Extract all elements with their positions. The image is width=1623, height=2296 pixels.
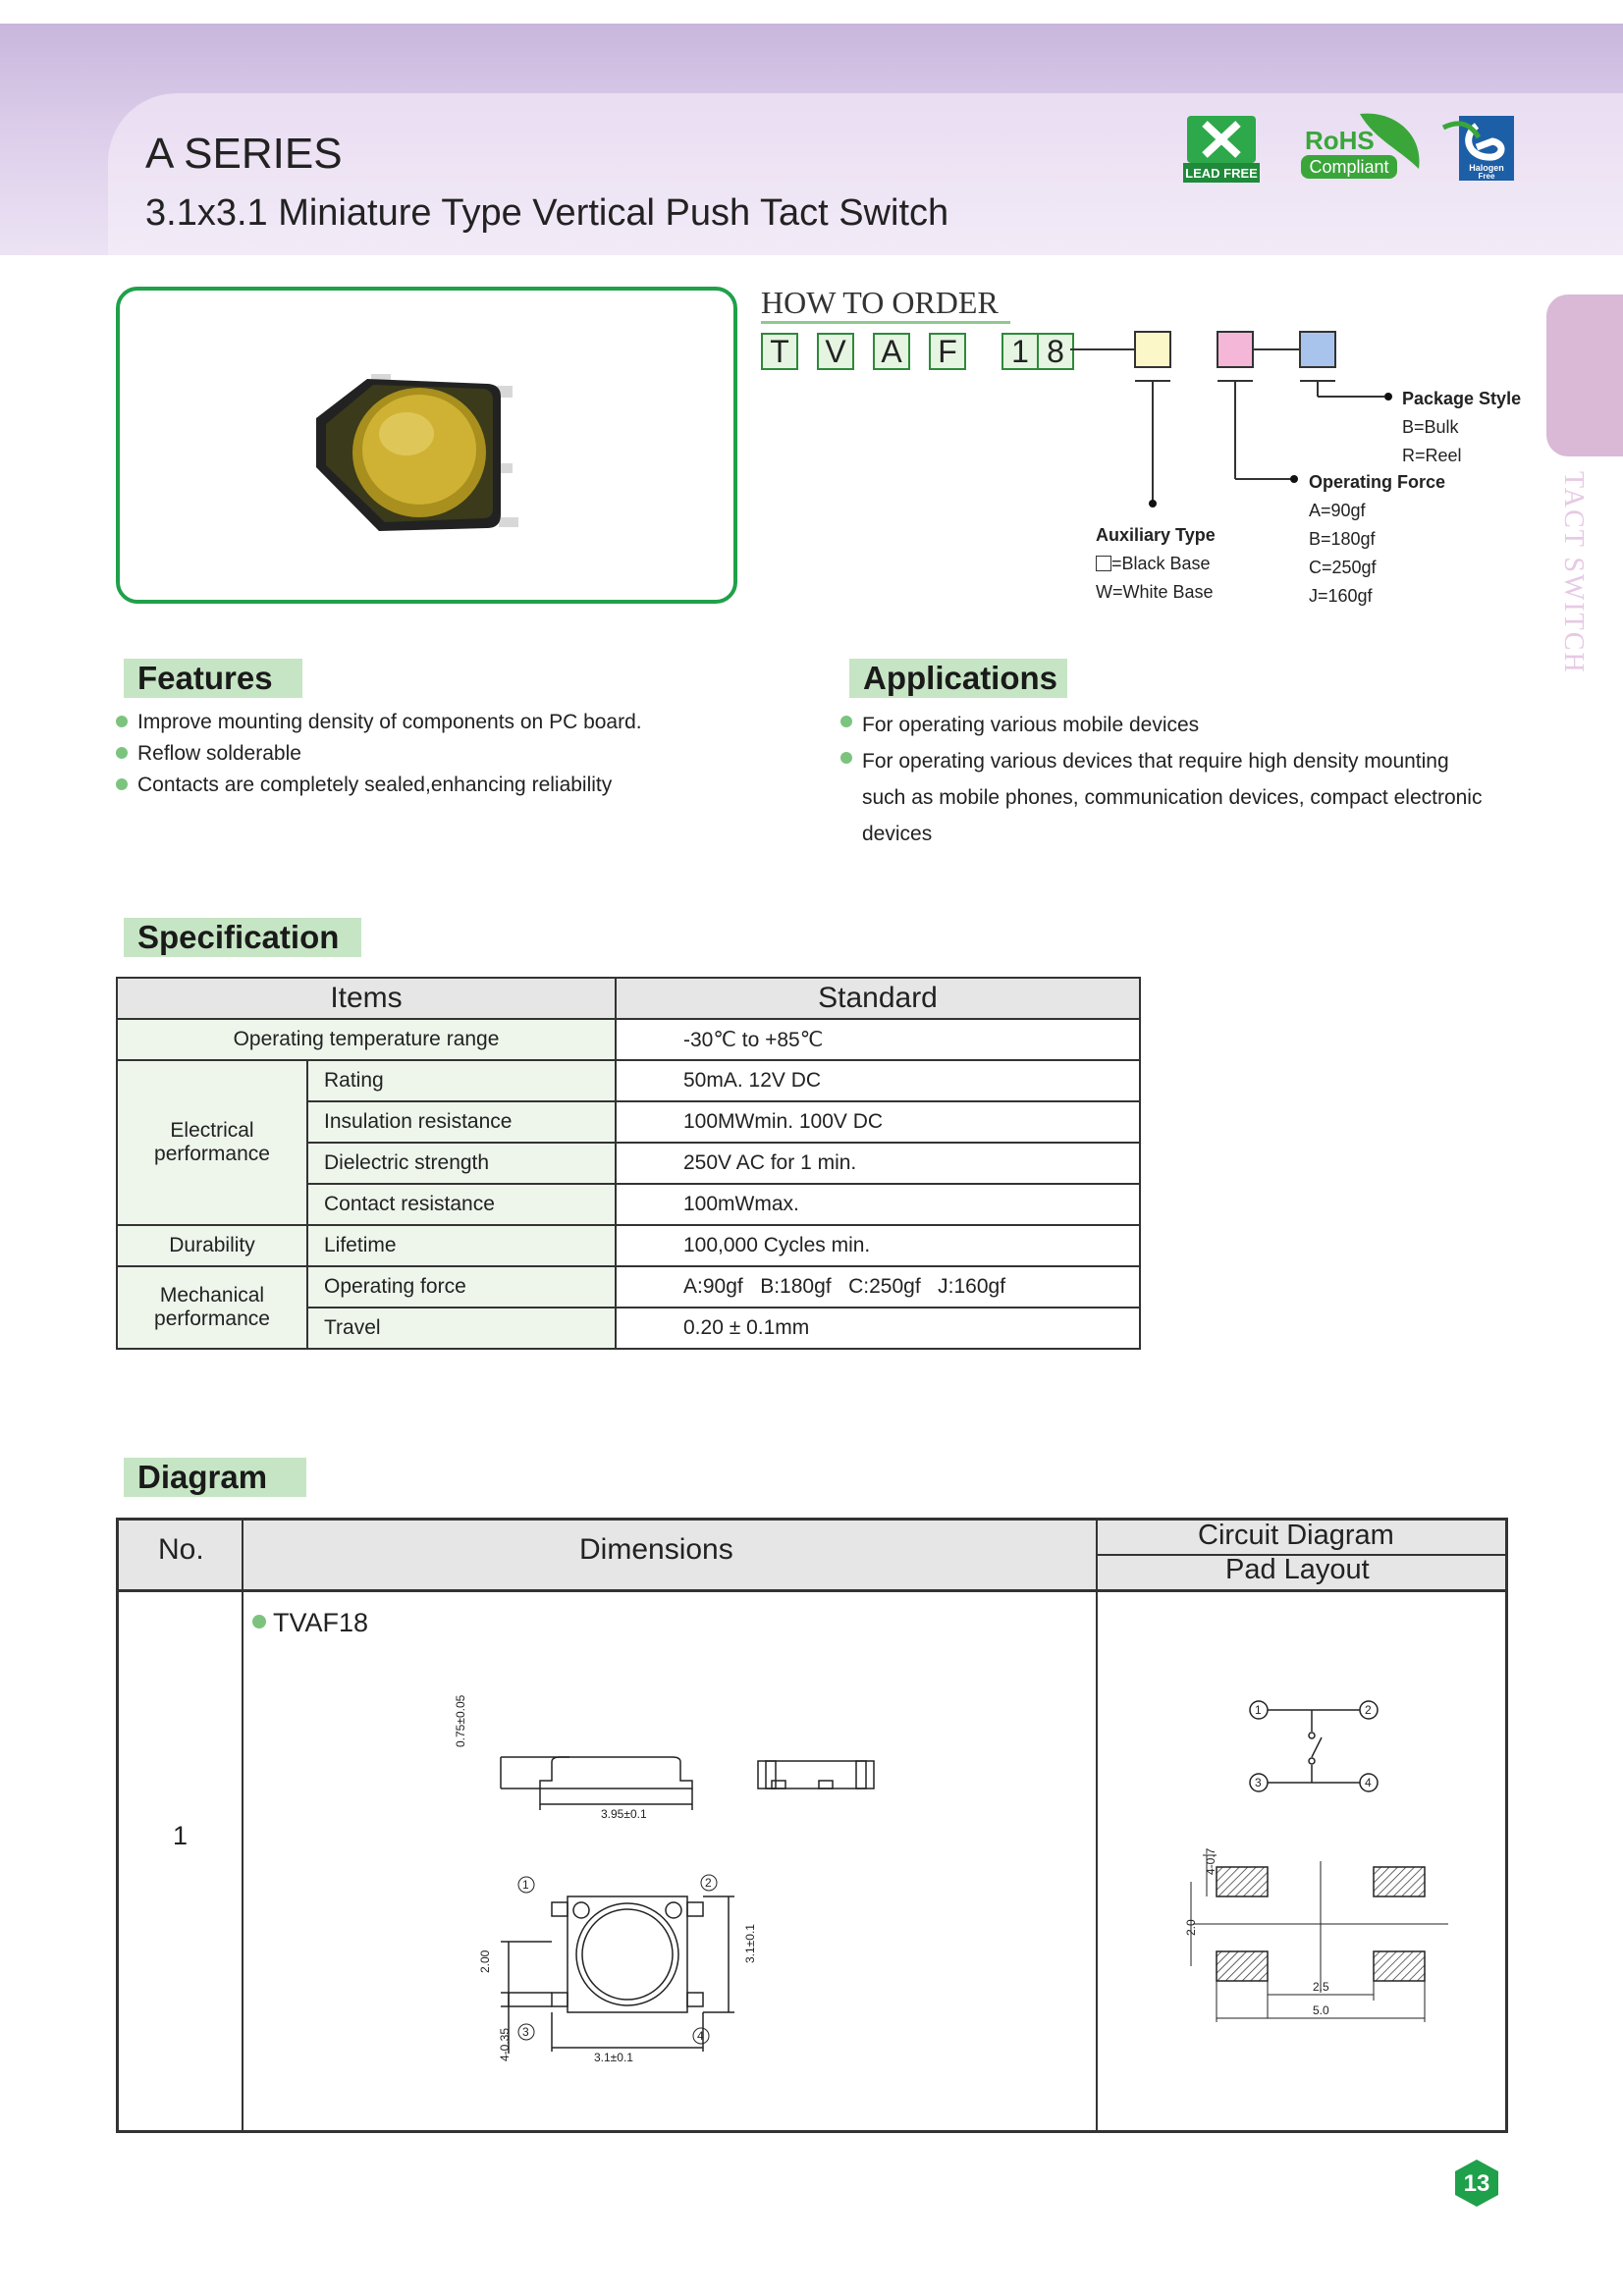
model-name: TVAF18 bbox=[273, 1608, 369, 1637]
col-circuit-diagram: Circuit Diagram bbox=[1198, 1520, 1394, 1551]
electrical-group-line1: Electrical bbox=[170, 1119, 254, 1142]
series-subtitle: 3.1x3.1 Miniature Type Vertical Push Tact Switch bbox=[145, 192, 949, 234]
pad-2 bbox=[1374, 1867, 1425, 1896]
pad-4 bbox=[1374, 1951, 1425, 1981]
contact-value: 100mWmax. bbox=[616, 1184, 1140, 1225]
pad-layout-diagram bbox=[1163, 1826, 1468, 2042]
operating-force-title: Operating Force bbox=[1309, 472, 1446, 492]
package-style-title: Package Style bbox=[1402, 389, 1522, 408]
force-option-c: C=250gf bbox=[1309, 558, 1377, 577]
code-box-t: T bbox=[761, 333, 798, 370]
travel-item: Travel bbox=[307, 1308, 616, 1349]
features-heading: Features bbox=[124, 659, 302, 698]
auxiliary-type-legend bbox=[1096, 521, 1216, 607]
product-photo bbox=[120, 291, 733, 600]
col-items: Items bbox=[117, 978, 616, 1019]
package-style-legend bbox=[1402, 385, 1521, 470]
pin-1-label: 1 bbox=[522, 1878, 529, 1892]
features-list bbox=[116, 707, 642, 801]
durability-group: Durability bbox=[117, 1225, 307, 1266]
dim-pad-x2: 5.0 bbox=[1313, 2003, 1329, 2017]
lead-free-badge bbox=[1183, 114, 1260, 183]
lifetime-value: 100,000 Cycles min. bbox=[616, 1225, 1140, 1266]
series-title: A SERIES bbox=[145, 130, 343, 178]
svg-text:Compliant: Compliant bbox=[1309, 157, 1389, 177]
mechanical-group-line2: performance bbox=[154, 1308, 270, 1330]
diagram-header-divider bbox=[116, 1589, 1508, 1592]
pad-1 bbox=[1217, 1867, 1268, 1896]
circuit-pin-4: 4 bbox=[1365, 1776, 1372, 1789]
circuit-diagram bbox=[1227, 1688, 1394, 1796]
rating-item: Rating bbox=[307, 1060, 616, 1101]
mechanical-group bbox=[117, 1266, 307, 1349]
dim-body-height: 3.1±0.1 bbox=[743, 1924, 757, 1963]
electrical-group bbox=[117, 1060, 307, 1225]
list-item: Reflow solderable bbox=[116, 738, 642, 770]
side-tab-label: TACT SWITCH bbox=[1558, 471, 1589, 674]
blank-box-icon bbox=[1096, 556, 1111, 571]
table-row bbox=[117, 1019, 1140, 1060]
pin-4-label: 4 bbox=[697, 2029, 704, 2043]
applications-list bbox=[840, 707, 1482, 852]
operating-force-slot bbox=[1217, 332, 1253, 367]
code-box-1: 1 bbox=[1001, 333, 1039, 370]
model-bullet bbox=[252, 1615, 266, 1629]
col-standard: Standard bbox=[616, 978, 1140, 1019]
col-no: No. bbox=[158, 1533, 204, 1566]
svg-text:Halogen: Halogen bbox=[1469, 163, 1504, 173]
rohs-badge bbox=[1301, 110, 1429, 183]
row-number: 1 bbox=[173, 1821, 189, 1850]
force-option-b: B=180gf bbox=[1309, 529, 1376, 549]
svg-text:LEAD FREE: LEAD FREE bbox=[1185, 166, 1258, 181]
mechanical-group-line1: Mechanical bbox=[159, 1284, 265, 1307]
auxiliary-type-title: Auxiliary Type bbox=[1096, 525, 1216, 545]
circuit-pin-3: 3 bbox=[1255, 1776, 1262, 1789]
specification-table bbox=[116, 977, 1141, 1350]
table-row bbox=[117, 1225, 1140, 1266]
contact-item: Contact resistance bbox=[307, 1184, 616, 1225]
dim-pad-gap: 2.0 bbox=[1184, 1919, 1198, 1936]
page-number: 13 bbox=[1463, 2170, 1490, 2197]
pad-3 bbox=[1217, 1951, 1268, 1981]
svg-text:RoHS: RoHS bbox=[1305, 126, 1375, 155]
list-item-continuation: such as mobile phones, communication devices, compact electronic bbox=[862, 786, 1483, 809]
dim-pitch: 2.00 bbox=[478, 1949, 492, 1973]
code-box-a: A bbox=[873, 333, 910, 370]
rating-value: 50mA. 12V DC bbox=[616, 1060, 1140, 1101]
circuit-pin-2: 2 bbox=[1365, 1703, 1372, 1717]
code-box-f: F bbox=[929, 333, 966, 370]
list-item: For operating various devices that require high density mounting bbox=[840, 743, 1482, 779]
applications-heading: Applications bbox=[849, 659, 1067, 698]
insulation-item: Insulation resistance bbox=[307, 1101, 616, 1143]
halogen-free-badge bbox=[1443, 108, 1522, 187]
temp-value: -30℃ to +85℃ bbox=[616, 1019, 1140, 1060]
end-view bbox=[758, 1761, 874, 1789]
force-value: A:90gf B:180gf C:250gf J:160gf bbox=[616, 1266, 1140, 1308]
how-to-order-title: HOW TO ORDER bbox=[761, 285, 1010, 324]
force-option-a: A=90gf bbox=[1309, 501, 1366, 520]
electrical-group-line2: performance bbox=[154, 1143, 270, 1165]
pin-2-label: 2 bbox=[705, 1876, 712, 1890]
list-item: Improve mounting density of components on PC board. bbox=[116, 707, 642, 738]
aux-option-white: W=White Base bbox=[1096, 582, 1214, 602]
force-option-j: J=160gf bbox=[1309, 586, 1373, 606]
auxiliary-type-slot bbox=[1135, 332, 1170, 367]
dim-width: 3.95±0.1 bbox=[601, 1807, 647, 1821]
side-tab bbox=[1546, 294, 1623, 456]
table-row bbox=[117, 1060, 1140, 1101]
package-style-bulk: B=Bulk bbox=[1402, 417, 1459, 437]
lifetime-item: Lifetime bbox=[307, 1225, 616, 1266]
travel-value: 0.20 ± 0.1mm bbox=[616, 1308, 1140, 1349]
dielectric-item: Dielectric strength bbox=[307, 1143, 616, 1184]
package-style-reel: R=Reel bbox=[1402, 446, 1462, 465]
dim-lead: 4-0.35 bbox=[498, 2027, 512, 2061]
dimension-drawing bbox=[454, 1679, 923, 2091]
col-dimensions: Dimensions bbox=[579, 1533, 733, 1566]
pin-3-label: 3 bbox=[522, 2025, 529, 2039]
specification-heading: Specification bbox=[124, 918, 361, 957]
diagram-col-divider-2 bbox=[1096, 1518, 1098, 2133]
svg-text:Free: Free bbox=[1478, 172, 1495, 181]
insulation-value: 100MWmin. 100V DC bbox=[616, 1101, 1140, 1143]
product-photo-frame bbox=[116, 287, 737, 604]
page-number-badge bbox=[1451, 2158, 1502, 2209]
col-pad-layout: Pad Layout bbox=[1225, 1554, 1370, 1585]
code-box-v: V bbox=[817, 333, 854, 370]
list-item-continuation: devices bbox=[862, 823, 933, 845]
operating-force-legend bbox=[1309, 468, 1445, 611]
dim-pad-x1: 2.5 bbox=[1313, 1980, 1329, 1994]
diagram-col-divider-1 bbox=[242, 1518, 243, 2133]
dim-body-width: 3.1±0.1 bbox=[594, 2051, 633, 2064]
table-row bbox=[117, 1266, 1140, 1308]
dielectric-value: 250V AC for 1 min. bbox=[616, 1143, 1140, 1184]
code-box-8: 8 bbox=[1037, 333, 1074, 370]
force-item: Operating force bbox=[307, 1266, 616, 1308]
side-view bbox=[501, 1757, 692, 1810]
list-item: For operating various mobile devices bbox=[840, 707, 1482, 743]
package-style-slot bbox=[1300, 332, 1335, 367]
aux-option-black: =Black Base bbox=[1111, 554, 1211, 573]
circuit-pin-1: 1 bbox=[1255, 1703, 1262, 1717]
table-header-row bbox=[117, 978, 1140, 1019]
dim-pad-size: 4-0.7 bbox=[1204, 1847, 1217, 1875]
temp-item: Operating temperature range bbox=[117, 1019, 616, 1060]
list-item: Contacts are completely sealed,enhancing reliability bbox=[116, 770, 642, 801]
diagram-heading: Diagram bbox=[124, 1458, 306, 1497]
dim-height: 0.75±0.05 bbox=[454, 1694, 467, 1747]
